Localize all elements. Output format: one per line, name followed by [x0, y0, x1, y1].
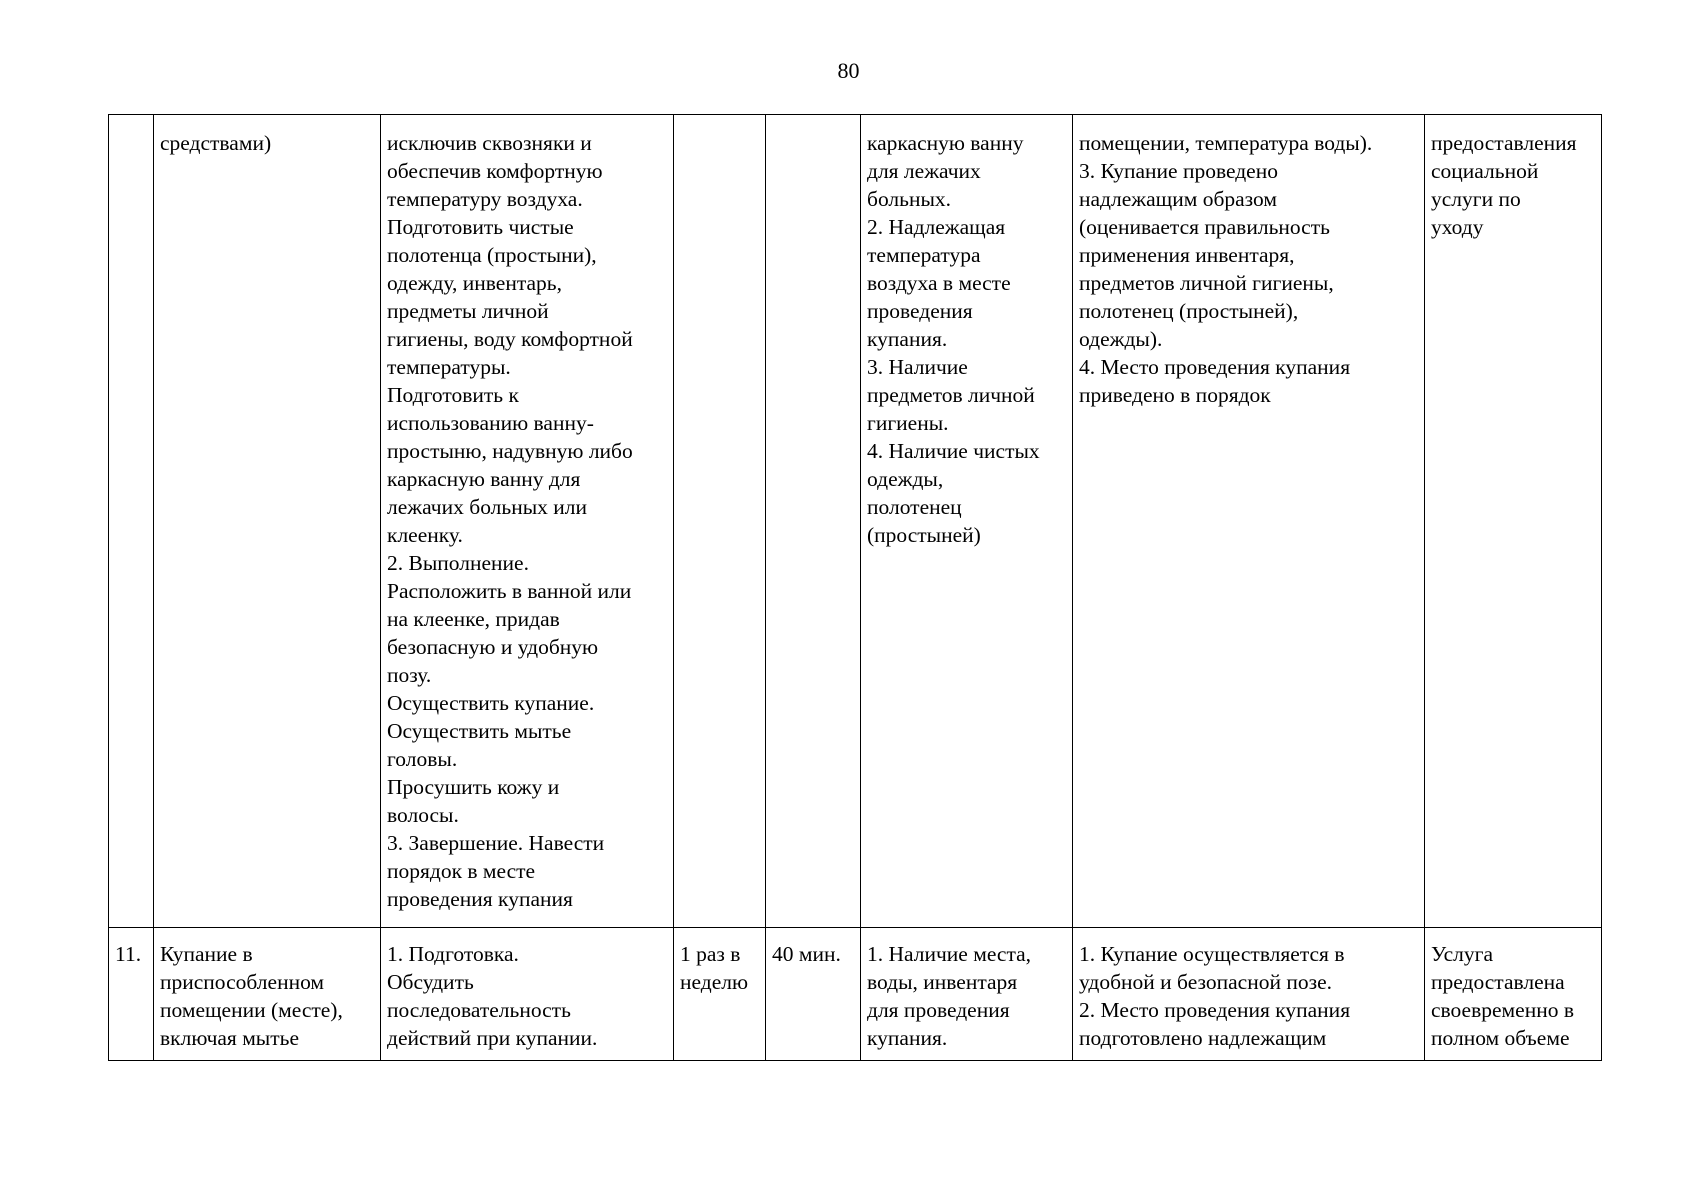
cell-text-line: (простыней) [867, 523, 981, 547]
cell-text-line: удобной и безопасной позе. [1079, 970, 1333, 994]
cell-text-line: использованию ванну- [387, 411, 594, 435]
cell-text-line: 1. Наличие места, [867, 942, 1032, 966]
cell-text-line: проведения купания [387, 887, 573, 911]
cell-text-line: полотенец (простыней), [1079, 299, 1299, 323]
cell-text-line: приведено в порядок [1079, 383, 1271, 407]
cell-text-line: Осуществить купание. [387, 691, 595, 715]
cell-text-line: своевременно в [1431, 998, 1574, 1022]
cell-text-line: применения инвентаря, [1079, 243, 1295, 267]
cell-text-line: исключив сквозняки и [387, 131, 592, 155]
cell-text-line: больных. [867, 187, 952, 211]
cell-text-line: для лежачих [867, 159, 981, 183]
cell-text-line: Подготовить чистые [387, 215, 574, 239]
cell-text-line: температура [867, 243, 981, 267]
services-table [108, 114, 1602, 1061]
cell-text-line: полотенец [867, 495, 962, 519]
cell-text-line: 1. Купание осуществляется в [1079, 942, 1345, 966]
cell-text-line: воды, инвентаря [867, 970, 1018, 994]
cell-text-line: 11. [115, 942, 142, 966]
cell-text-line: 3. Завершение. Навести [387, 831, 605, 855]
cell-service-name [154, 115, 381, 928]
cell-text-line: 4. Наличие чистых [867, 439, 1040, 463]
table-row [109, 928, 1602, 1061]
cell-text-line: предметов личной [867, 383, 1035, 407]
cell-text-line: Услуга [1431, 942, 1494, 966]
cell-result [1425, 928, 1602, 1061]
cell-text-line: полном объеме [1431, 1026, 1570, 1050]
cell-text-line: помещении (месте), [160, 998, 343, 1022]
cell-text-line: волосы. [387, 803, 459, 827]
table-body [109, 115, 1602, 1061]
cell-text-line: одежду, инвентарь, [387, 271, 562, 295]
cell-text-line: средствами) [160, 131, 272, 155]
cell-text-line: простыню, надувную либо [387, 439, 633, 463]
cell-text-line: обеспечив комфортную [387, 159, 603, 183]
cell-text-line: 4. Место проведения купания [1079, 355, 1351, 379]
cell-text-line: 40 мин. [772, 942, 841, 966]
cell-text-line: купания. [867, 327, 948, 351]
cell-text-line: уходу [1431, 215, 1484, 239]
cell-text-line: (оценивается правильность [1079, 215, 1330, 239]
cell-text-line: каркасную ванну для [387, 467, 581, 491]
cell-text-line: температуру воздуха. [387, 187, 583, 211]
cell-text-line: каркасную ванну [867, 131, 1024, 155]
cell-number [109, 115, 154, 928]
cell-text-line: купания. [867, 1026, 948, 1050]
cell-text-line: Осуществить мытье [387, 719, 572, 743]
cell-text-line: 1. Подготовка. [387, 942, 519, 966]
cell-text-line: 2. Надлежащая [867, 215, 1006, 239]
cell-text-line: предоставлена [1431, 970, 1565, 994]
cell-text-line: позу. [387, 663, 432, 687]
cell-text-line: Обсудить [387, 970, 474, 994]
cell-text-line: гигиены, воду комфортной [387, 327, 633, 351]
cell-text-line: для проведения [867, 998, 1010, 1022]
cell-text-line: предметов личной гигиены, [1079, 271, 1334, 295]
cell-text-line: предоставления [1431, 131, 1577, 155]
cell-text-line: 3. Наличие [867, 355, 968, 379]
cell-text-line: услуги по [1431, 187, 1521, 211]
cell-text-line: Просушить кожу и [387, 775, 560, 799]
cell-quality-criteria [1073, 115, 1425, 928]
cell-text-line: 1 раз в [680, 942, 741, 966]
cell-text-line: включая мытье [160, 1026, 299, 1050]
cell-frequency [674, 115, 766, 928]
cell-text-line: Расположить в ванной или [387, 579, 632, 603]
cell-text-line: лежачих больных или [387, 495, 588, 519]
cell-text-line: полотенца (простыни), [387, 243, 597, 267]
cell-service-name [154, 928, 381, 1061]
cell-text-line: социальной [1431, 159, 1539, 183]
cell-text-line: температуры. [387, 355, 511, 379]
cell-conditions [861, 115, 1073, 928]
cell-text-line: помещении, температура воды). [1079, 131, 1373, 155]
cell-procedure [381, 115, 674, 928]
cell-conditions [861, 928, 1073, 1061]
cell-text-line: проведения [867, 299, 973, 323]
cell-text-line: неделю [680, 970, 749, 994]
cell-frequency [674, 928, 766, 1061]
cell-text-line: 3. Купание проведено [1079, 159, 1278, 183]
cell-text-line: Купание в [160, 942, 253, 966]
cell-text-line: воздуха в месте [867, 271, 1011, 295]
cell-text-line: приспособленном [160, 970, 325, 994]
cell-text-line: головы. [387, 747, 458, 771]
cell-duration [766, 115, 861, 928]
cell-quality-criteria [1073, 928, 1425, 1061]
cell-text-line: порядок в месте [387, 859, 536, 883]
cell-text-line: надлежащим образом [1079, 187, 1277, 211]
table-row [109, 115, 1602, 928]
cell-text-line: безопасную и удобную [387, 635, 599, 659]
cell-text-line: клеенку. [387, 523, 463, 547]
cell-text-line: действий при купании. [387, 1026, 598, 1050]
cell-text-line: гигиены. [867, 411, 949, 435]
cell-result [1425, 115, 1602, 928]
cell-duration [766, 928, 861, 1061]
cell-text-line: последовательность [387, 998, 571, 1022]
cell-text-line: на клеенке, придав [387, 607, 560, 631]
cell-text-line: одежды). [1079, 327, 1163, 351]
cell-text-line: Подготовить к [387, 383, 519, 407]
cell-number [109, 928, 154, 1061]
page-number: 80 [837, 58, 860, 83]
cell-text-line: подготовлено надлежащим [1079, 1026, 1327, 1050]
cell-text-line: 2. Выполнение. [387, 551, 529, 575]
cell-text-line: предметы личной [387, 299, 549, 323]
cell-text-line: 2. Место проведения купания [1079, 998, 1351, 1022]
cell-text-line: одежды, [867, 467, 944, 491]
cell-procedure [381, 928, 674, 1061]
